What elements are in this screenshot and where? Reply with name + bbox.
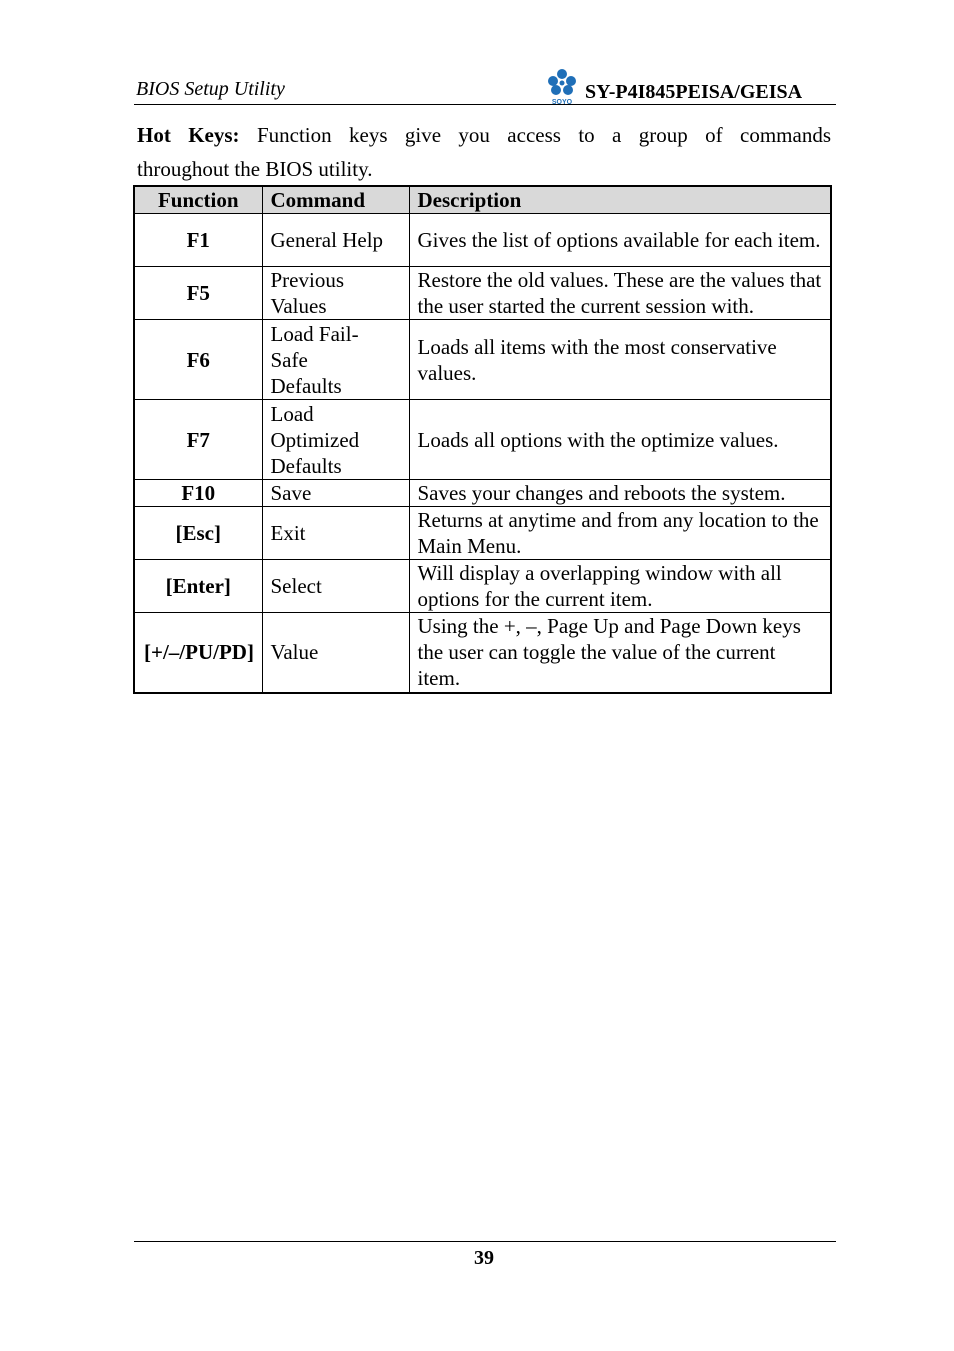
description-cell: Loads all options with the optimize values. bbox=[409, 400, 831, 480]
command-cell: Previous Values bbox=[262, 267, 409, 320]
footer-divider bbox=[134, 1241, 836, 1242]
intro-text-line2: throughout the BIOS utility. bbox=[137, 157, 373, 181]
command-text: Load Optimized Defaults bbox=[270, 401, 360, 478]
command-cell: General Help bbox=[262, 214, 409, 267]
description-cell: Restore the old values. These are the values that the user started the current session with. bbox=[409, 267, 831, 320]
description-cell: Returns at anytime and from any location to the Main Menu. bbox=[409, 507, 831, 560]
running-header-brand bbox=[545, 68, 802, 106]
page-number: 39 bbox=[474, 1247, 494, 1269]
hot-keys-table bbox=[133, 185, 832, 694]
intro-paragraph bbox=[137, 118, 831, 186]
function-key-cell: F6 bbox=[134, 320, 262, 400]
table-row bbox=[134, 214, 831, 267]
header-divider bbox=[134, 104, 836, 105]
command-cell: Exit bbox=[262, 507, 409, 560]
command-cell: Save bbox=[262, 480, 409, 507]
table-row bbox=[134, 560, 831, 613]
description-cell: Gives the list of options available for each item. bbox=[409, 214, 831, 267]
intro-label: Hot Keys: bbox=[137, 123, 240, 147]
table-row bbox=[134, 480, 831, 507]
command-cell: Select bbox=[262, 560, 409, 613]
function-key-cell: F1 bbox=[134, 214, 262, 267]
intro-text-line1: Function keys give you access to a group of commands bbox=[256, 123, 831, 147]
description-cell: Using the +, –, Page Up and Page Down keys the user can toggle the value of the current item. bbox=[409, 613, 831, 693]
table-row bbox=[134, 267, 831, 320]
description-cell: Loads all items with the most conservative values. bbox=[409, 320, 831, 400]
description-cell: Will display a overlapping window with all options for the current item. bbox=[409, 560, 831, 613]
function-key-cell bbox=[134, 613, 262, 693]
model-name: SY-P4I845PEISA/GEISA bbox=[585, 80, 803, 103]
function-key-cell: F10 bbox=[134, 480, 262, 507]
running-header-title: BIOS Setup Utility bbox=[136, 78, 285, 100]
table-row bbox=[134, 320, 831, 400]
function-key-cell: F7 bbox=[134, 400, 262, 480]
table-row bbox=[134, 613, 831, 693]
column-header-function: Function bbox=[134, 186, 262, 214]
table-row bbox=[134, 507, 831, 560]
command-cell bbox=[262, 320, 409, 400]
column-header-command: Command bbox=[262, 186, 409, 214]
soyo-logo-icon bbox=[545, 68, 579, 106]
function-key-cell: [Esc] bbox=[134, 507, 262, 560]
command-cell bbox=[262, 400, 409, 480]
function-key-text: [+/–/PU/PD] bbox=[144, 640, 254, 665]
command-cell: Value bbox=[262, 613, 409, 693]
function-key-cell: [Enter] bbox=[134, 560, 262, 613]
column-header-description: Description bbox=[409, 186, 831, 214]
command-text: Load Fail-Safe Defaults bbox=[270, 321, 359, 398]
table-header-row bbox=[134, 186, 831, 214]
svg-text:SOYO: SOYO bbox=[551, 99, 573, 106]
function-key-cell: F5 bbox=[134, 267, 262, 320]
table-row bbox=[134, 400, 831, 480]
description-cell: Saves your changes and reboots the system. bbox=[409, 480, 831, 507]
